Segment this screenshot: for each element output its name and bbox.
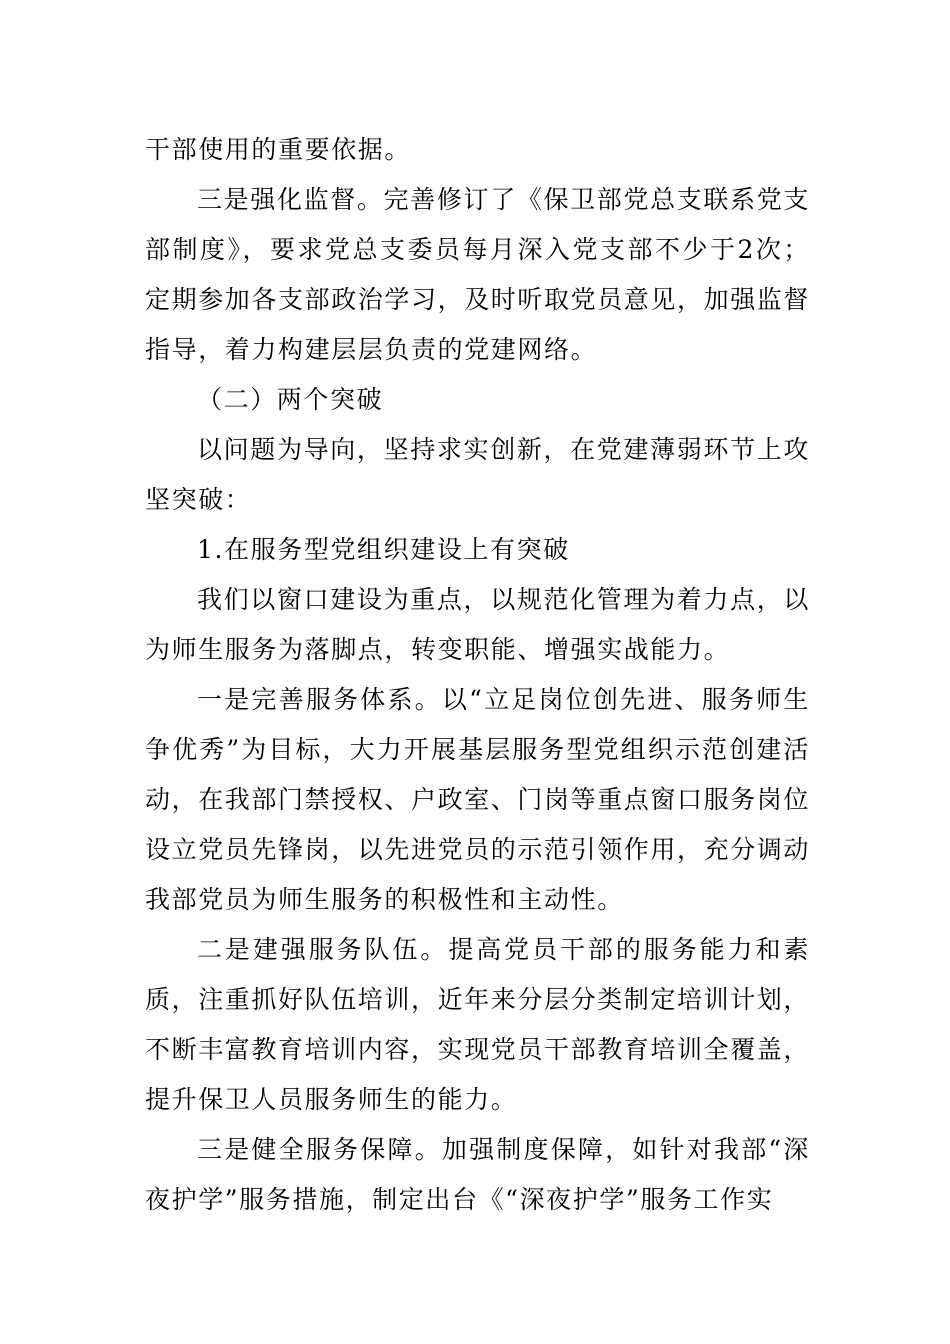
paragraph-service-guarantee: 三是健全服务保障。加强制度保障，如针对我部“深夜护学”服务措施，制定出台《“深夜护学”服务工作实: [145, 1135, 810, 1214]
paragraph-intro-breakthroughs: 以问题为导向，坚持求实创新，在党建薄弱环节上攻坚突破：: [145, 435, 810, 514]
paragraph-window-construction: 我们以窗口建设为重点，以规范化管理为着力点，以为师生服务为落脚点，转变职能、增强实战能力。: [145, 585, 810, 664]
paragraph-continuation: 干部使用的重要依据。: [145, 135, 412, 164]
document-body: [145, 125, 810, 1225]
paragraph-service-team: 二是建强服务队伍。提高党员干部的服务能力和素质，注重抓好队伍培训，近年来分层分类制定培训计划，不断丰富教育培训内容，实现党员干部教育培训全覆盖，提升保卫人员服务师生的能力。: [145, 935, 811, 1114]
paragraph-supervision: 三是强化监督。完善修订了《保卫部党总支联系党支部制度》，要求党总支委员每月深入党支部不少于2次；定期参加各支部政治学习，及时听取党员意见，加强监督指导，着力构建层层负责的党建网络。: [145, 185, 811, 364]
subheading-service-organization: 1.在服务型党组织建设上有突破: [197, 535, 570, 564]
paragraph-service-system: 一是完善服务体系。以“立足岗位创先进、服务师生争优秀”为目标，大力开展基层服务型党组织示范创建活动，在我部门禁授权、户政室、门岗等重点窗口服务岗位设立党员先锋岗，以先进党员的示范引领作用，充分调动我部党员为师生服务的积极性和主动性。: [145, 685, 811, 914]
section-heading-two-breakthroughs: （二）两个突破: [197, 385, 384, 414]
